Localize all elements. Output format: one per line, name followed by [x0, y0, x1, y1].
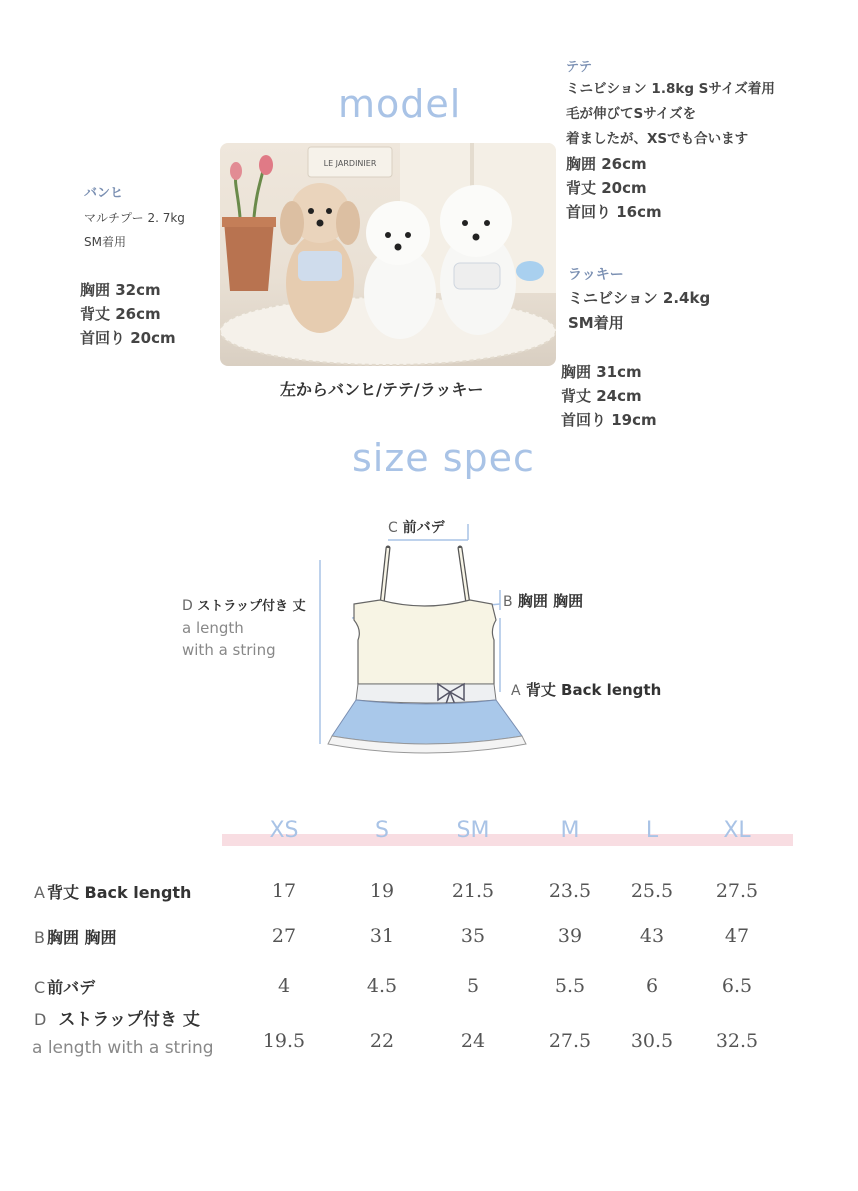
cell-c-s: 4.5: [366, 975, 398, 997]
tete-neck: 首回り 16cm: [566, 203, 662, 221]
cell-b-s: 31: [369, 925, 395, 947]
size-spec-title: size spec: [352, 436, 535, 480]
row-label-b: [34, 925, 117, 948]
diagram-d-text: ストラップ付き 丈: [197, 599, 306, 614]
size-header-xl: XL: [723, 818, 751, 843]
cell-d-l: 30.5: [630, 1030, 674, 1052]
tete-info: [566, 56, 775, 224]
row-label-c: [34, 975, 95, 998]
cell-c-sm: 5: [466, 975, 480, 997]
diagram-d-label: [182, 595, 306, 659]
size-header-l: L: [645, 818, 659, 843]
diagram-d-en1: a length: [182, 619, 244, 637]
row-letter: D: [34, 1010, 47, 1029]
cell-d-xs: 19.5: [262, 1030, 306, 1052]
row-label-text: 胸囲 胸囲: [46, 928, 117, 947]
cell-a-s: 19: [369, 880, 395, 902]
tete-chest: 胸囲 26cm: [566, 155, 647, 173]
row-letter: C: [34, 978, 46, 997]
lucky-back: 背丈 24cm: [561, 387, 642, 405]
diagram-a-label: [511, 679, 661, 700]
cell-b-m: 39: [557, 925, 583, 947]
lucky-info: [568, 264, 710, 336]
diagram-c-letter: C: [388, 520, 398, 536]
cell-c-m: 5.5: [554, 975, 586, 997]
garment-diagram: [300, 500, 540, 770]
diagram-b-label: [503, 590, 583, 611]
tete-line3: 着ましたが、XSでも合います: [566, 131, 749, 147]
banhi-name: バンヒ: [84, 186, 124, 201]
model-title: model: [338, 82, 462, 126]
cell-a-l: 25.5: [630, 880, 674, 902]
cell-b-xl: 47: [724, 925, 750, 947]
banhi-measurements: [80, 278, 176, 350]
cell-d-s: 22: [369, 1030, 395, 1052]
photo-sign-text: LE JARDINIER: [323, 159, 377, 168]
size-header-m: M: [560, 818, 580, 843]
diagram-a-text: 背丈 Back length: [525, 681, 662, 699]
banhi-info: [84, 182, 185, 250]
cell-a-sm: 21.5: [451, 880, 495, 902]
cell-a-xl: 27.5: [715, 880, 759, 902]
row-letter: B: [34, 928, 45, 947]
cell-c-l: 6: [645, 975, 659, 997]
banhi-wearing: SM着用: [84, 235, 126, 249]
cell-b-l: 43: [639, 925, 665, 947]
cell-b-xs: 27: [271, 925, 297, 947]
diagram-a-letter: A: [511, 683, 521, 699]
size-header-xs: XS: [269, 818, 299, 843]
dogs-photo-illustration: [220, 143, 556, 366]
diagram-b-letter: B: [503, 594, 513, 610]
cell-d-sm: 24: [460, 1030, 486, 1052]
row-label-text: 前バデ: [47, 978, 96, 997]
cell-d-xl: 32.5: [715, 1030, 759, 1052]
row-label-text: ストラップ付き 丈: [58, 1010, 200, 1030]
diagram-c-label: [388, 517, 445, 537]
diagram-d-letter: D: [182, 598, 193, 614]
diagram-b-text: 胸囲 胸囲: [517, 592, 584, 610]
tete-back: 背丈 20cm: [566, 179, 647, 197]
banhi-breed: マルチプー 2. 7kg: [84, 211, 185, 225]
lucky-breed: ミニビション 2.4kg: [568, 289, 711, 307]
cell-a-m: 23.5: [548, 880, 592, 902]
lucky-neck: 首回り 19cm: [561, 411, 657, 429]
row-label-a: [34, 880, 191, 903]
banhi-chest: 胸囲 32cm: [80, 281, 161, 299]
cell-b-sm: 35: [460, 925, 486, 947]
row-label-d: [34, 1005, 214, 1058]
row-label-text: 背丈 Back length: [46, 883, 192, 902]
cell-d-m: 27.5: [548, 1030, 592, 1052]
tete-line1: ミニビション 1.8kg Sサイズ着用: [566, 81, 775, 97]
lucky-chest: 胸囲 31cm: [561, 363, 642, 381]
size-header-s: S: [375, 818, 389, 843]
lucky-name: ラッキー: [568, 267, 624, 283]
row-sublabel: a length with a string: [32, 1038, 214, 1058]
lucky-wearing: SM着用: [568, 314, 624, 332]
model-photo: [220, 143, 556, 366]
size-header-sm: SM: [456, 818, 490, 843]
tete-line2: 毛が伸びてSサイズを: [566, 106, 697, 122]
tete-name: テテ: [566, 60, 593, 75]
diagram-c-text: 前バデ: [402, 520, 445, 536]
lucky-measurements: [561, 360, 657, 432]
diagram-d-en2: with a string: [182, 641, 276, 659]
cell-c-xs: 4: [277, 975, 291, 997]
photo-caption: 左からバンヒ/テテ/ラッキー: [280, 380, 484, 399]
banhi-neck: 首回り 20cm: [80, 329, 176, 347]
cell-c-xl: 6.5: [721, 975, 753, 997]
row-letter: A: [34, 883, 45, 902]
cell-a-xs: 17: [271, 880, 297, 902]
banhi-back: 背丈 26cm: [80, 305, 161, 323]
